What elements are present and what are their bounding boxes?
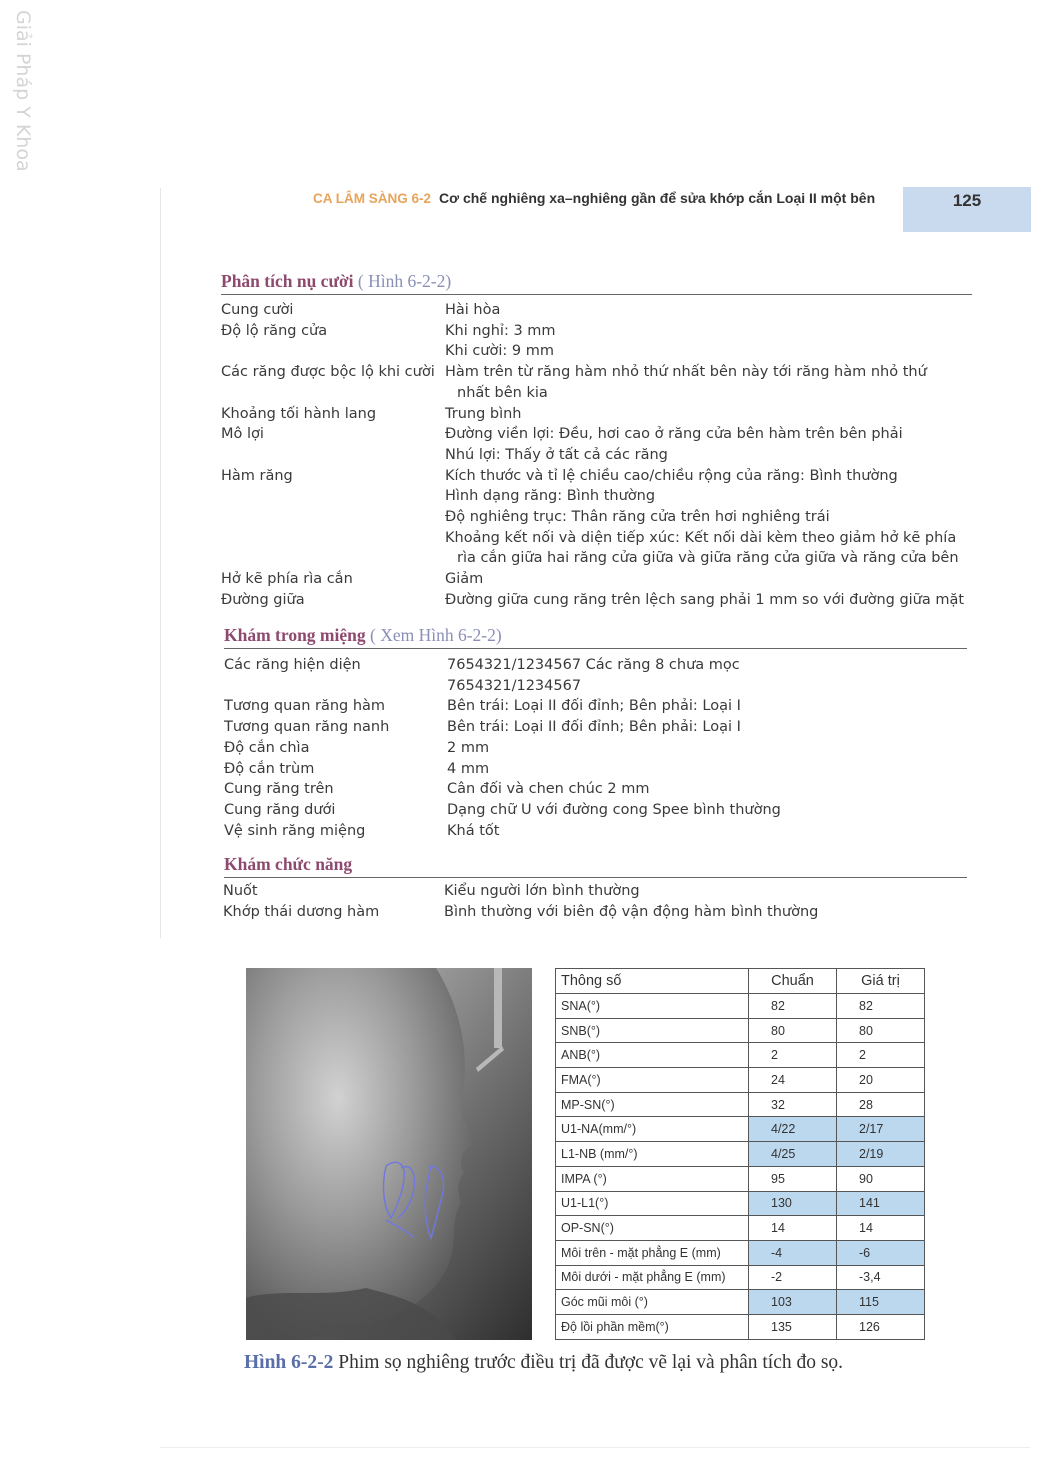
row-label: Hàm răng (221, 467, 293, 484)
norm-cell: 103 (749, 1290, 837, 1315)
param-cell: ANB(°) (556, 1043, 749, 1068)
row-value: Đường viền lợi: Đều, hơi cao ở răng cửa bên hàm trên bên phải (445, 426, 903, 443)
norm-cell: 95 (749, 1166, 837, 1191)
column-header: Thông số (556, 969, 749, 994)
row-value: 4 mm (447, 760, 490, 777)
row-value: 7654321/1234567 Các răng 8 chưa mọc (447, 657, 740, 673)
section-title-intraoral: Khám trong miệng ( Xem Hình 6-2-2) (224, 625, 502, 645)
row-value: Cân đối và chen chúc 2 mm (447, 781, 650, 798)
norm-cell: 14 (749, 1216, 837, 1241)
row-label: Cung răng dưới (224, 801, 336, 818)
section-rule (221, 294, 972, 295)
value-cell: 115 (837, 1290, 925, 1315)
norm-cell: 24 (749, 1068, 837, 1093)
value-cell: 28 (837, 1092, 925, 1117)
row-value: nhất bên kia (457, 384, 548, 401)
norm-cell: 135 (749, 1314, 837, 1339)
table-row (556, 1265, 925, 1290)
cephalometric-radiograph (246, 968, 532, 1340)
param-cell: U1-NA(mm/°) (556, 1117, 749, 1142)
row-label: Cung răng trên (224, 781, 334, 798)
figure-caption (244, 1352, 843, 1374)
row-value: Trung bình (445, 405, 522, 422)
value-cell: 2 (837, 1043, 925, 1068)
row-label: Vệ sinh răng miệng (224, 822, 366, 839)
param-cell: Độ lồi phần mềm(°) (556, 1314, 749, 1339)
row-label: Mô lợi (221, 426, 264, 443)
figure-number: Hình 6-2-2 (244, 1352, 334, 1373)
row-label: Độ lộ răng cửa (221, 322, 328, 339)
norm-cell: -2 (749, 1265, 837, 1290)
table-row (556, 1068, 925, 1093)
row-value: Kiểu người lớn bình thường (444, 883, 640, 899)
row-label: Đường giữa (221, 591, 305, 608)
row-value: rìa cắn giữa hai răng cửa giữa và giữa răng cửa giữa và răng cửa bên (457, 550, 959, 567)
param-cell: IMPA (°) (556, 1166, 749, 1191)
param-cell: Môi trên - mặt phẳng E (mm) (556, 1240, 749, 1265)
row-value: Hình dạng răng: Bình thường (445, 488, 656, 505)
row-label: Tương quan răng hàm (224, 698, 386, 715)
table-row (556, 1092, 925, 1117)
param-cell: MP-SN(°) (556, 1092, 749, 1117)
value-cell: 80 (837, 1018, 925, 1043)
value-cell: 126 (837, 1314, 925, 1339)
row-label: Các răng được bộc lộ khi cười (221, 364, 435, 381)
cephalometric-table (555, 968, 925, 1340)
row-value: Khá tốt (447, 822, 500, 839)
param-cell: U1-L1(°) (556, 1191, 749, 1216)
row-label: Hở kẽ phía rìa cắn (221, 571, 353, 588)
param-cell: Môi dưới - mặt phẳng E (mm) (556, 1265, 749, 1290)
section-title-smile: Phân tích nụ cười ( Hình 6-2-2) (221, 271, 452, 291)
row-value: Hàm trên từ răng hàm nhỏ thứ nhất bên này tới răng hàm nhỏ thứ (445, 364, 927, 381)
footer-line (160, 1447, 1030, 1448)
param-cell: Góc mũi môi (°) (556, 1290, 749, 1315)
param-cell: OP-SN(°) (556, 1216, 749, 1241)
row-label: Khoảng tối hành lang (221, 405, 377, 422)
value-cell: 2/17 (837, 1117, 925, 1142)
row-value: Bình thường với biên độ vận động hàm bình thường (444, 904, 819, 920)
row-label: Nuốt (223, 883, 258, 899)
table-row (556, 1240, 925, 1265)
value-cell: 20 (837, 1068, 925, 1093)
value-cell: 141 (837, 1191, 925, 1216)
norm-cell: 32 (749, 1092, 837, 1117)
norm-cell: 82 (749, 994, 837, 1019)
table-header-row (556, 969, 925, 994)
section-title-functional: Khám chức năng (224, 854, 353, 874)
column-header: Giá trị (837, 969, 925, 994)
row-label: Khớp thái dương hàm (223, 904, 380, 920)
row-value: Bên trái: Loại II đối đỉnh; Bên phải: Loại I (447, 719, 741, 736)
row-value: Khoảng kết nối và diện tiếp xúc: Kết nối dài kèm theo giảm hở kẽ phía (445, 529, 957, 546)
case-label: CA LÂM SÀNG 6-2 (313, 191, 432, 206)
value-cell: -3,4 (837, 1265, 925, 1290)
table-row (556, 1018, 925, 1043)
norm-cell: -4 (749, 1240, 837, 1265)
row-value: Giảm (445, 571, 484, 588)
norm-cell: 4/22 (749, 1117, 837, 1142)
row-value: Nhú lợi: Thấy ở tất cả các răng (445, 446, 668, 463)
norm-cell: 130 (749, 1191, 837, 1216)
table-row (556, 1314, 925, 1339)
row-value: 2 mm (447, 739, 490, 756)
row-label: Tương quan răng nanh (224, 719, 390, 736)
row-label: Độ cắn chìa (224, 739, 310, 756)
row-value: Khi nghỉ: 3 mm (445, 322, 556, 339)
column-header: Chuẩn (749, 969, 837, 994)
table-row (556, 1117, 925, 1142)
param-cell: FMA(°) (556, 1068, 749, 1093)
norm-cell: 4/25 (749, 1142, 837, 1167)
value-cell: 14 (837, 1216, 925, 1241)
param-cell: L1-NB (mm/°) (556, 1142, 749, 1167)
value-cell: 2/19 (837, 1142, 925, 1167)
row-value: Hài hòa (445, 302, 501, 318)
norm-cell: 2 (749, 1043, 837, 1068)
param-cell: SNB(°) (556, 1018, 749, 1043)
caption-text: Phim sọ nghiêng trước điều trị đã được vẽ lại và phân tích đo sọ. (333, 1352, 844, 1373)
figure-ref: ( Xem Hình 6-2-2) (370, 625, 502, 645)
margin-line (160, 188, 161, 938)
row-value: Khi cười: 9 mm (445, 343, 554, 360)
figure-ref: ( Hình 6-2-2) (357, 271, 452, 291)
table-row (556, 1216, 925, 1241)
table-row (556, 1290, 925, 1315)
section-rule (224, 648, 967, 649)
page-number: 125 (903, 187, 1031, 232)
row-label: Cung cười (221, 302, 294, 318)
running-header (313, 188, 875, 207)
row-value: Dạng chữ U với đường cong Spee bình thường (447, 801, 781, 818)
row-value: Kích thước và tỉ lệ chiều cao/chiều rộng của răng: Bình thường (445, 467, 898, 484)
table-row (556, 994, 925, 1019)
row-label: Độ cắn trùm (224, 760, 315, 777)
table-row (556, 1043, 925, 1068)
row-label: Các răng hiện diện (224, 657, 361, 673)
table-row (556, 1142, 925, 1167)
table-row (556, 1166, 925, 1191)
value-cell: 90 (837, 1166, 925, 1191)
row-value: 7654321/1234567 (447, 677, 582, 694)
norm-cell: 80 (749, 1018, 837, 1043)
radiograph-image (246, 968, 532, 1340)
param-cell: SNA(°) (556, 994, 749, 1019)
section-rule (224, 877, 967, 878)
watermark: Giải Pháp Y Khoa (12, 10, 34, 172)
row-value: Bên trái: Loại II đối đỉnh; Bên phải: Loại I (447, 698, 741, 715)
header-title: Cơ chế nghiêng xa–nghiêng gần để sửa khớp cắn Loại II một bên (439, 190, 876, 206)
row-value: Đường giữa cung răng trên lệch sang phải 1 mm so với đường giữa mặt (445, 591, 965, 608)
value-cell: 82 (837, 994, 925, 1019)
table-row (556, 1191, 925, 1216)
value-cell: -6 (837, 1240, 925, 1265)
row-value: Độ nghiêng trục: Thân răng cửa trên hơi nghiêng trái (445, 509, 830, 525)
